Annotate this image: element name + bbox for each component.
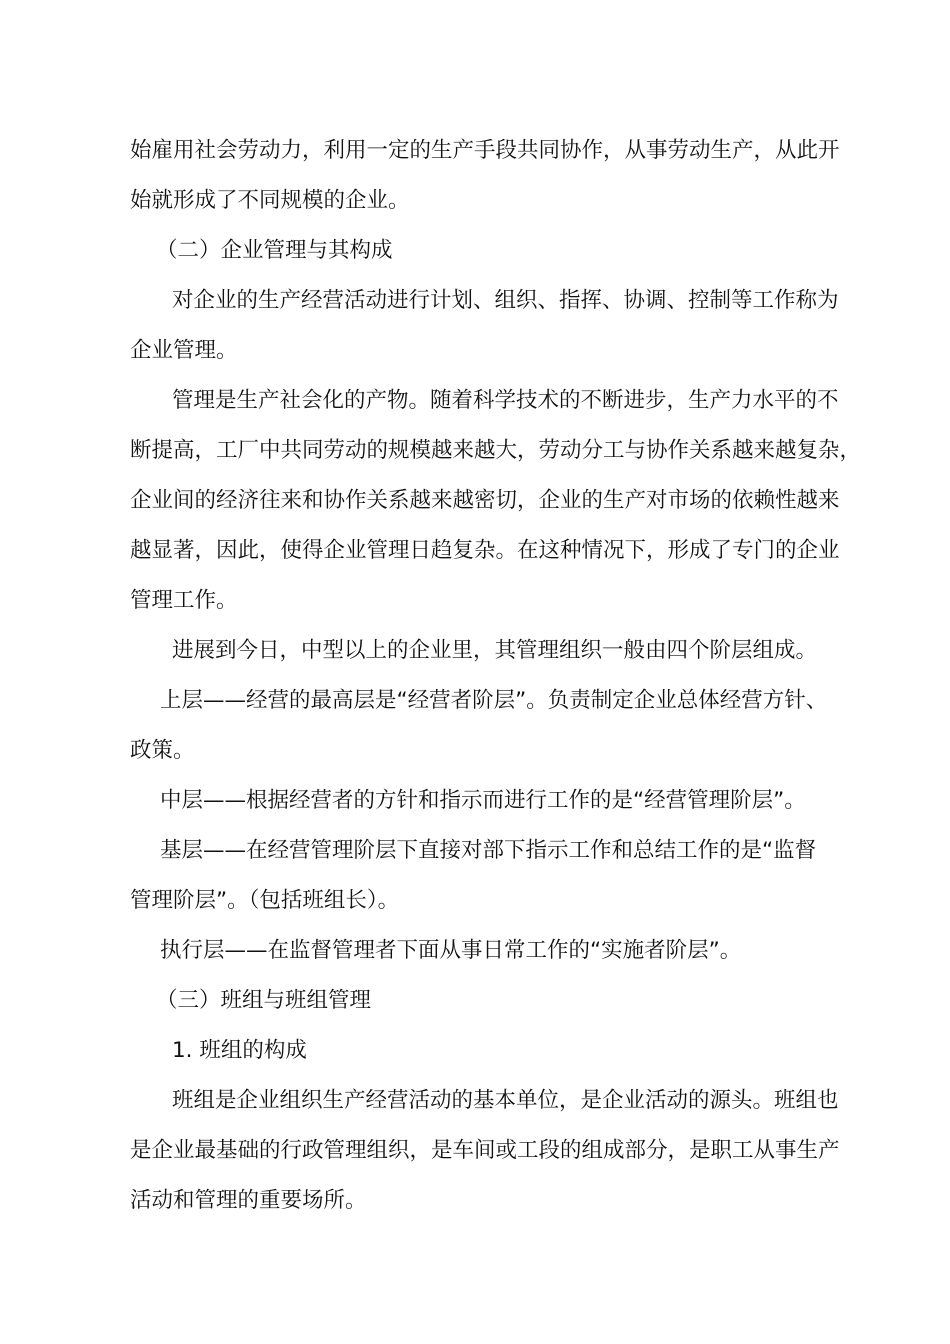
- subsection-heading-text: 1. 班组的构成: [172, 1038, 307, 1063]
- text-line: 越显著，因此，使得企业管理日趋复杂。在这种情况下，形成了专门的企业: [130, 538, 840, 563]
- text-line: 企业管理。: [130, 338, 238, 363]
- text-line: 班组是企业组织生产经营活动的基本单位，是企业活动的源头。班组也: [172, 1088, 839, 1113]
- section-heading: [0, 986, 950, 1036]
- section-heading-text: （三）班组与班组管理: [156, 988, 372, 1013]
- text-line: 执行层——在监督管理者下面从事日常工作的“实施者阶层”。: [160, 938, 742, 963]
- body-line: [0, 536, 950, 586]
- paragraph-line: [0, 786, 950, 836]
- section-heading: [0, 236, 950, 286]
- paragraph-line: [0, 636, 950, 686]
- body-line: [0, 136, 950, 186]
- text-line: 对企业的生产经营活动进行计划、组织、指挥、协调、控制等工作称为: [172, 288, 839, 313]
- body-line: [0, 486, 950, 536]
- text-line: 政策。: [130, 738, 195, 763]
- subsection-heading: [0, 1036, 950, 1086]
- text-line: 始就形成了不同规模的企业。: [130, 188, 410, 213]
- text-line: 基层——在经营管理阶层下直接对部下指示工作和总结工作的是“监督: [160, 838, 817, 863]
- paragraph-line: [0, 936, 950, 986]
- body-line: [0, 586, 950, 636]
- body-line: [0, 1186, 950, 1236]
- section-heading-text: （二）企业管理与其构成: [156, 238, 393, 263]
- text-line: 管理阶层”。（包括班组长）。: [130, 888, 400, 913]
- paragraph-line: [0, 836, 950, 886]
- body-line: [0, 336, 950, 386]
- text-line: 是企业最基础的行政管理组织，是车间或工段的组成部分，是职工从事生产: [130, 1138, 840, 1163]
- text-line: 管理是生产社会化的产物。随着科学技术的不断进步，生产力水平的不: [172, 388, 839, 413]
- body-line: [0, 436, 950, 486]
- paragraph-line: [0, 286, 950, 336]
- body-line: [0, 736, 950, 786]
- text-line: 管理工作。: [130, 588, 238, 613]
- text-line: 进展到今日，中型以上的企业里，其管理组织一般由四个阶层组成。: [172, 638, 818, 663]
- text-line: 企业间的经济往来和协作关系越来越密切，企业的生产对市场的依赖性越来: [130, 488, 840, 513]
- text-line: 始雇用社会劳动力，利用一定的生产手段共同协作，从事劳动生产，从此开: [130, 138, 840, 163]
- paragraph-line: [0, 386, 950, 436]
- text-line: 中层——根据经营者的方针和指示而进行工作的是“经营管理阶层”。: [160, 788, 806, 813]
- paragraph-line: [0, 686, 950, 736]
- text-line: 活动和管理的重要场所。: [130, 1188, 367, 1213]
- text-line: 断提高，工厂中共同劳动的规模越来越大，劳动分工与协作关系越来越复杂，: [130, 438, 862, 463]
- body-line: [0, 1136, 950, 1186]
- text-line: 上层——经营的最高层是“经营者阶层”。负责制定企业总体经营方针、: [160, 688, 828, 713]
- body-line: [0, 886, 950, 936]
- paragraph-line: [0, 1086, 950, 1136]
- body-line: [0, 186, 950, 236]
